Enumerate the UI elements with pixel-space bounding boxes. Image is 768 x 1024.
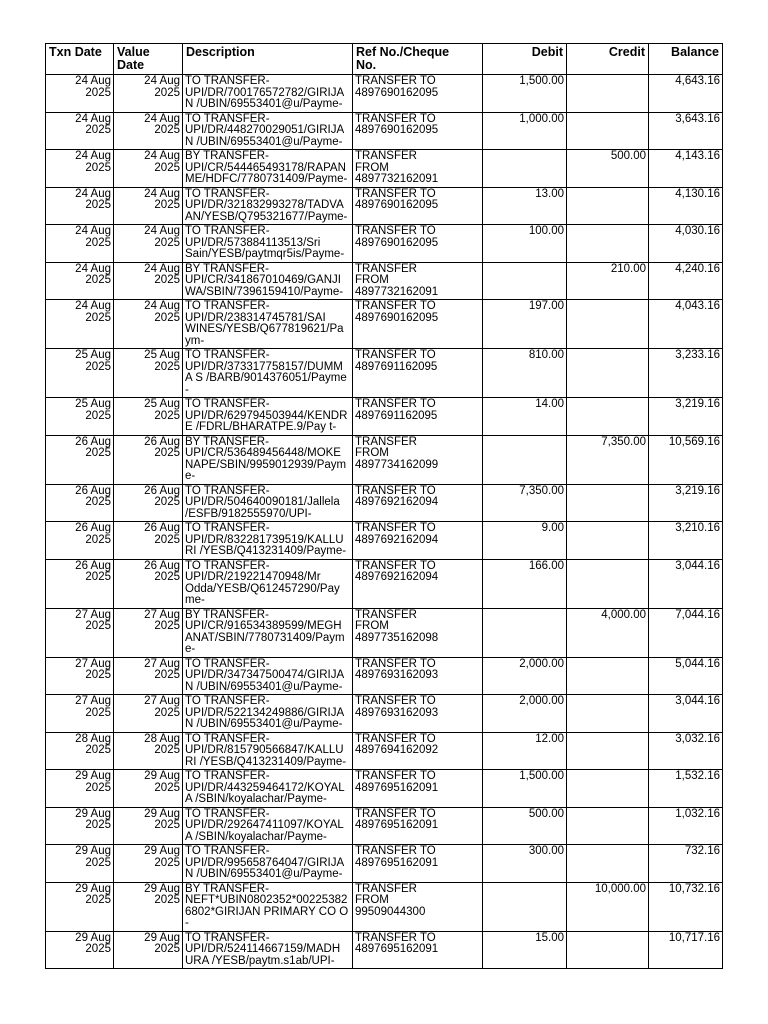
txn-date-cell: 24 Aug 2025: [46, 300, 114, 349]
table-row: [46, 225, 723, 263]
ref-no-cell: TRANSFER FROM 4897732162091: [353, 262, 483, 300]
credit-cell: [567, 75, 649, 113]
debit-cell: 1,000.00: [483, 112, 567, 150]
txn-date-cell: 29 Aug 2025: [46, 882, 114, 931]
txn-date-cell: 24 Aug 2025: [46, 75, 114, 113]
ref-no-cell: TRANSFER FROM 4897735162098: [353, 608, 483, 657]
ref-no-cell: TRANSFER TO 4897692162094: [353, 559, 483, 608]
balance-cell: 3,044.16: [649, 559, 723, 608]
ref-no-cell: TRANSFER FROM 4897734162099: [353, 435, 483, 484]
balance-cell: 3,233.16: [649, 349, 723, 398]
description-cell: TO TRANSFER- UPI/DR/443259464172/KOYAL A /SBIN/koyalachar/Payme-: [183, 770, 353, 808]
debit-cell: 500.00: [483, 807, 567, 845]
debit-cell: 13.00: [483, 187, 567, 225]
table-row: [46, 300, 723, 349]
txn-date-cell: 24 Aug 2025: [46, 112, 114, 150]
debit-cell: 810.00: [483, 349, 567, 398]
credit-cell: [567, 349, 649, 398]
table-row: [46, 484, 723, 522]
ref-no-cell: TRANSFER TO 4897690162095: [353, 75, 483, 113]
debit-cell: [483, 882, 567, 931]
credit-cell: 4,000.00: [567, 608, 649, 657]
debit-cell: [483, 150, 567, 188]
value-date-cell: 29 Aug 2025: [114, 882, 183, 931]
txn-date-cell: 24 Aug 2025: [46, 187, 114, 225]
table-row: [46, 75, 723, 113]
credit-cell: 7,350.00: [567, 435, 649, 484]
table-row: [46, 770, 723, 808]
description-cell: TO TRANSFER- UPI/DR/373317758157/DUMM A S /BARB/9014376051/Payme -: [183, 349, 353, 398]
credit-cell: [567, 398, 649, 436]
ref-no-cell: TRANSFER TO 4897693162093: [353, 657, 483, 695]
description-cell: BY TRANSFER- UPI/CR/536489456448/MOKE NAPE/SBIN/9959012939/Paym e-: [183, 435, 353, 484]
balance-cell: 4,043.16: [649, 300, 723, 349]
balance-cell: 10,717.16: [649, 931, 723, 969]
description-cell: TO TRANSFER- UPI/DR/995658764047/GIRIJA N /UBIN/69553401@u/Payme-: [183, 845, 353, 883]
description-cell: TO TRANSFER- UPI/DR/219221470948/Mr Odda/YESB/Q612457290/Pay me-: [183, 559, 353, 608]
credit-cell: [567, 732, 649, 770]
value-date-cell: 24 Aug 2025: [114, 112, 183, 150]
value-date-cell: 29 Aug 2025: [114, 770, 183, 808]
value-date-cell: 24 Aug 2025: [114, 187, 183, 225]
txn-date-cell: 29 Aug 2025: [46, 845, 114, 883]
credit-cell: [567, 657, 649, 695]
txn-date-cell: 25 Aug 2025: [46, 398, 114, 436]
balance-cell: 3,219.16: [649, 484, 723, 522]
credit-cell: [567, 225, 649, 263]
txn-date-cell: 27 Aug 2025: [46, 695, 114, 733]
debit-cell: 1,500.00: [483, 75, 567, 113]
table-row: [46, 845, 723, 883]
value-date-cell: 24 Aug 2025: [114, 75, 183, 113]
balance-cell: 5,044.16: [649, 657, 723, 695]
ref-no-cell: TRANSFER TO 4897695162091: [353, 807, 483, 845]
description-cell: TO TRANSFER- UPI/DR/522134249886/GIRIJA N /UBIN/69553401@u/Payme-: [183, 695, 353, 733]
balance-cell: 7,044.16: [649, 608, 723, 657]
balance-cell: 4,143.16: [649, 150, 723, 188]
table-row: [46, 150, 723, 188]
credit-cell: [567, 300, 649, 349]
ref-no-cell: TRANSFER FROM 99509044300: [353, 882, 483, 931]
value-date-cell: 26 Aug 2025: [114, 435, 183, 484]
header-ref-no: Ref No./Cheque No.: [353, 44, 483, 75]
balance-cell: 1,532.16: [649, 770, 723, 808]
table-row: [46, 187, 723, 225]
table-row: [46, 262, 723, 300]
debit-cell: [483, 262, 567, 300]
description-cell: BY TRANSFER- UPI/CR/341867010469/GANJI WA/SBIN/7396159410/Payme-: [183, 262, 353, 300]
value-date-cell: 29 Aug 2025: [114, 845, 183, 883]
txn-date-cell: 26 Aug 2025: [46, 559, 114, 608]
balance-cell: 4,643.16: [649, 75, 723, 113]
value-date-cell: 29 Aug 2025: [114, 931, 183, 969]
description-cell: TO TRANSFER- UPI/DR/524114667159/MADH URA /YESB/paytm.s1ab/UPI-: [183, 931, 353, 969]
balance-cell: 4,130.16: [649, 187, 723, 225]
ref-no-cell: TRANSFER TO 4897691162095: [353, 349, 483, 398]
balance-cell: 3,044.16: [649, 695, 723, 733]
header-txn-date: Txn Date: [46, 44, 114, 75]
description-cell: TO TRANSFER- UPI/DR/504640090181/Jallela /ESFB/9182555970/UPI-: [183, 484, 353, 522]
credit-cell: [567, 695, 649, 733]
transaction-rows: [46, 75, 723, 969]
value-date-cell: 26 Aug 2025: [114, 484, 183, 522]
ref-no-cell: TRANSFER TO 4897692162094: [353, 522, 483, 560]
txn-date-cell: 29 Aug 2025: [46, 807, 114, 845]
header-credit: Credit: [567, 44, 649, 75]
txn-date-cell: 27 Aug 2025: [46, 657, 114, 695]
debit-cell: 300.00: [483, 845, 567, 883]
description-cell: TO TRANSFER- UPI/DR/832281739519/KALLU RI /YESB/Q413231409/Payme-: [183, 522, 353, 560]
description-cell: BY TRANSFER- UPI/CR/544465493178/RAPAN ME/HDFC/7780731409/Payme-: [183, 150, 353, 188]
statement-table: [45, 43, 723, 969]
ref-no-cell: TRANSFER TO 4897690162095: [353, 225, 483, 263]
value-date-cell: 27 Aug 2025: [114, 657, 183, 695]
table-row: [46, 349, 723, 398]
description-cell: TO TRANSFER- UPI/DR/629794503944/KENDR E /FDRL/BHARATPE.9/Pay t-: [183, 398, 353, 436]
value-date-cell: 24 Aug 2025: [114, 225, 183, 263]
txn-date-cell: 29 Aug 2025: [46, 770, 114, 808]
value-date-cell: 26 Aug 2025: [114, 559, 183, 608]
txn-date-cell: 26 Aug 2025: [46, 435, 114, 484]
balance-cell: 10,569.16: [649, 435, 723, 484]
table-row: [46, 559, 723, 608]
debit-cell: 12.00: [483, 732, 567, 770]
debit-cell: 9.00: [483, 522, 567, 560]
ref-no-cell: TRANSFER TO 4897690162095: [353, 187, 483, 225]
value-date-cell: 25 Aug 2025: [114, 398, 183, 436]
credit-cell: [567, 770, 649, 808]
credit-cell: [567, 845, 649, 883]
balance-cell: 3,032.16: [649, 732, 723, 770]
ref-no-cell: TRANSFER TO 4897691162095: [353, 398, 483, 436]
description-cell: TO TRANSFER- UPI/DR/347347500474/GIRIJA N /UBIN/69553401@u/Payme-: [183, 657, 353, 695]
value-date-cell: 26 Aug 2025: [114, 522, 183, 560]
balance-cell: 10,732.16: [649, 882, 723, 931]
credit-cell: [567, 522, 649, 560]
description-cell: TO TRANSFER- UPI/DR/448270029051/GIRIJA N /UBIN/69553401@u/Payme-: [183, 112, 353, 150]
header-row: [46, 44, 723, 75]
header-debit: Debit: [483, 44, 567, 75]
header-description: Description: [183, 44, 353, 75]
value-date-cell: 29 Aug 2025: [114, 807, 183, 845]
value-date-cell: 25 Aug 2025: [114, 349, 183, 398]
description-cell: TO TRANSFER- UPI/DR/815790566847/KALLU RI /YESB/Q413231409/Payme-: [183, 732, 353, 770]
description-cell: TO TRANSFER- UPI/DR/321832993278/TADVA AN/YESB/Q795321677/Payme-: [183, 187, 353, 225]
balance-cell: 4,030.16: [649, 225, 723, 263]
balance-cell: 4,240.16: [649, 262, 723, 300]
header-value-date: Value Date: [114, 44, 183, 75]
description-cell: BY TRANSFER- NEFT*UBIN0802352*00225382 6802*GIRIJAN PRIMARY CO O -: [183, 882, 353, 931]
debit-cell: 2,000.00: [483, 695, 567, 733]
debit-cell: 2,000.00: [483, 657, 567, 695]
debit-cell: [483, 435, 567, 484]
balance-cell: 3,210.16: [649, 522, 723, 560]
table-row: [46, 657, 723, 695]
table-row: [46, 732, 723, 770]
credit-cell: 500.00: [567, 150, 649, 188]
credit-cell: 210.00: [567, 262, 649, 300]
txn-date-cell: 29 Aug 2025: [46, 931, 114, 969]
value-date-cell: 27 Aug 2025: [114, 695, 183, 733]
credit-cell: [567, 484, 649, 522]
table-row: [46, 931, 723, 969]
description-cell: BY TRANSFER- UPI/CR/916534389599/MEGH ANAT/SBIN/7780731409/Paym e-: [183, 608, 353, 657]
debit-cell: 1,500.00: [483, 770, 567, 808]
table-row: [46, 398, 723, 436]
txn-date-cell: 26 Aug 2025: [46, 522, 114, 560]
txn-date-cell: 24 Aug 2025: [46, 225, 114, 263]
table-row: [46, 608, 723, 657]
debit-cell: 166.00: [483, 559, 567, 608]
description-cell: TO TRANSFER- UPI/DR/292647411097/KOYAL A /SBIN/koyalachar/Payme-: [183, 807, 353, 845]
description-cell: TO TRANSFER- UPI/DR/573884113513/Sri Sain/YESB/paytmqr5is/Payme-: [183, 225, 353, 263]
table-row: [46, 522, 723, 560]
txn-date-cell: 28 Aug 2025: [46, 732, 114, 770]
debit-cell: [483, 608, 567, 657]
value-date-cell: 24 Aug 2025: [114, 262, 183, 300]
txn-date-cell: 27 Aug 2025: [46, 608, 114, 657]
debit-cell: 14.00: [483, 398, 567, 436]
table-row: [46, 112, 723, 150]
credit-cell: [567, 112, 649, 150]
balance-cell: 732.16: [649, 845, 723, 883]
credit-cell: [567, 187, 649, 225]
credit-cell: [567, 931, 649, 969]
credit-cell: [567, 807, 649, 845]
ref-no-cell: TRANSFER TO 4897695162091: [353, 770, 483, 808]
ref-no-cell: TRANSFER TO 4897693162093: [353, 695, 483, 733]
ref-no-cell: TRANSFER TO 4897690162095: [353, 300, 483, 349]
ref-no-cell: TRANSFER TO 4897694162092: [353, 732, 483, 770]
debit-cell: 197.00: [483, 300, 567, 349]
debit-cell: 100.00: [483, 225, 567, 263]
description-cell: TO TRANSFER- UPI/DR/238314745781/SAI WINES/YESB/Q677819621/Pa ym-: [183, 300, 353, 349]
debit-cell: 7,350.00: [483, 484, 567, 522]
description-cell: TO TRANSFER- UPI/DR/700176572782/GIRIJA N /UBIN/69553401@u/Payme-: [183, 75, 353, 113]
balance-cell: 3,643.16: [649, 112, 723, 150]
table-row: [46, 695, 723, 733]
credit-cell: [567, 559, 649, 608]
header-balance: Balance: [649, 44, 723, 75]
credit-cell: 10,000.00: [567, 882, 649, 931]
table-row: [46, 807, 723, 845]
ref-no-cell: TRANSFER TO 4897695162091: [353, 845, 483, 883]
txn-date-cell: 25 Aug 2025: [46, 349, 114, 398]
balance-cell: 3,219.16: [649, 398, 723, 436]
table-row: [46, 882, 723, 931]
txn-date-cell: 24 Aug 2025: [46, 262, 114, 300]
table-row: [46, 435, 723, 484]
value-date-cell: 27 Aug 2025: [114, 608, 183, 657]
ref-no-cell: TRANSFER TO 4897692162094: [353, 484, 483, 522]
balance-cell: 1,032.16: [649, 807, 723, 845]
ref-no-cell: TRANSFER TO 4897690162095: [353, 112, 483, 150]
txn-date-cell: 24 Aug 2025: [46, 150, 114, 188]
ref-no-cell: TRANSFER FROM 4897732162091: [353, 150, 483, 188]
ref-no-cell: TRANSFER TO 4897695162091: [353, 931, 483, 969]
txn-date-cell: 26 Aug 2025: [46, 484, 114, 522]
debit-cell: 15.00: [483, 931, 567, 969]
value-date-cell: 24 Aug 2025: [114, 300, 183, 349]
value-date-cell: 24 Aug 2025: [114, 150, 183, 188]
value-date-cell: 28 Aug 2025: [114, 732, 183, 770]
